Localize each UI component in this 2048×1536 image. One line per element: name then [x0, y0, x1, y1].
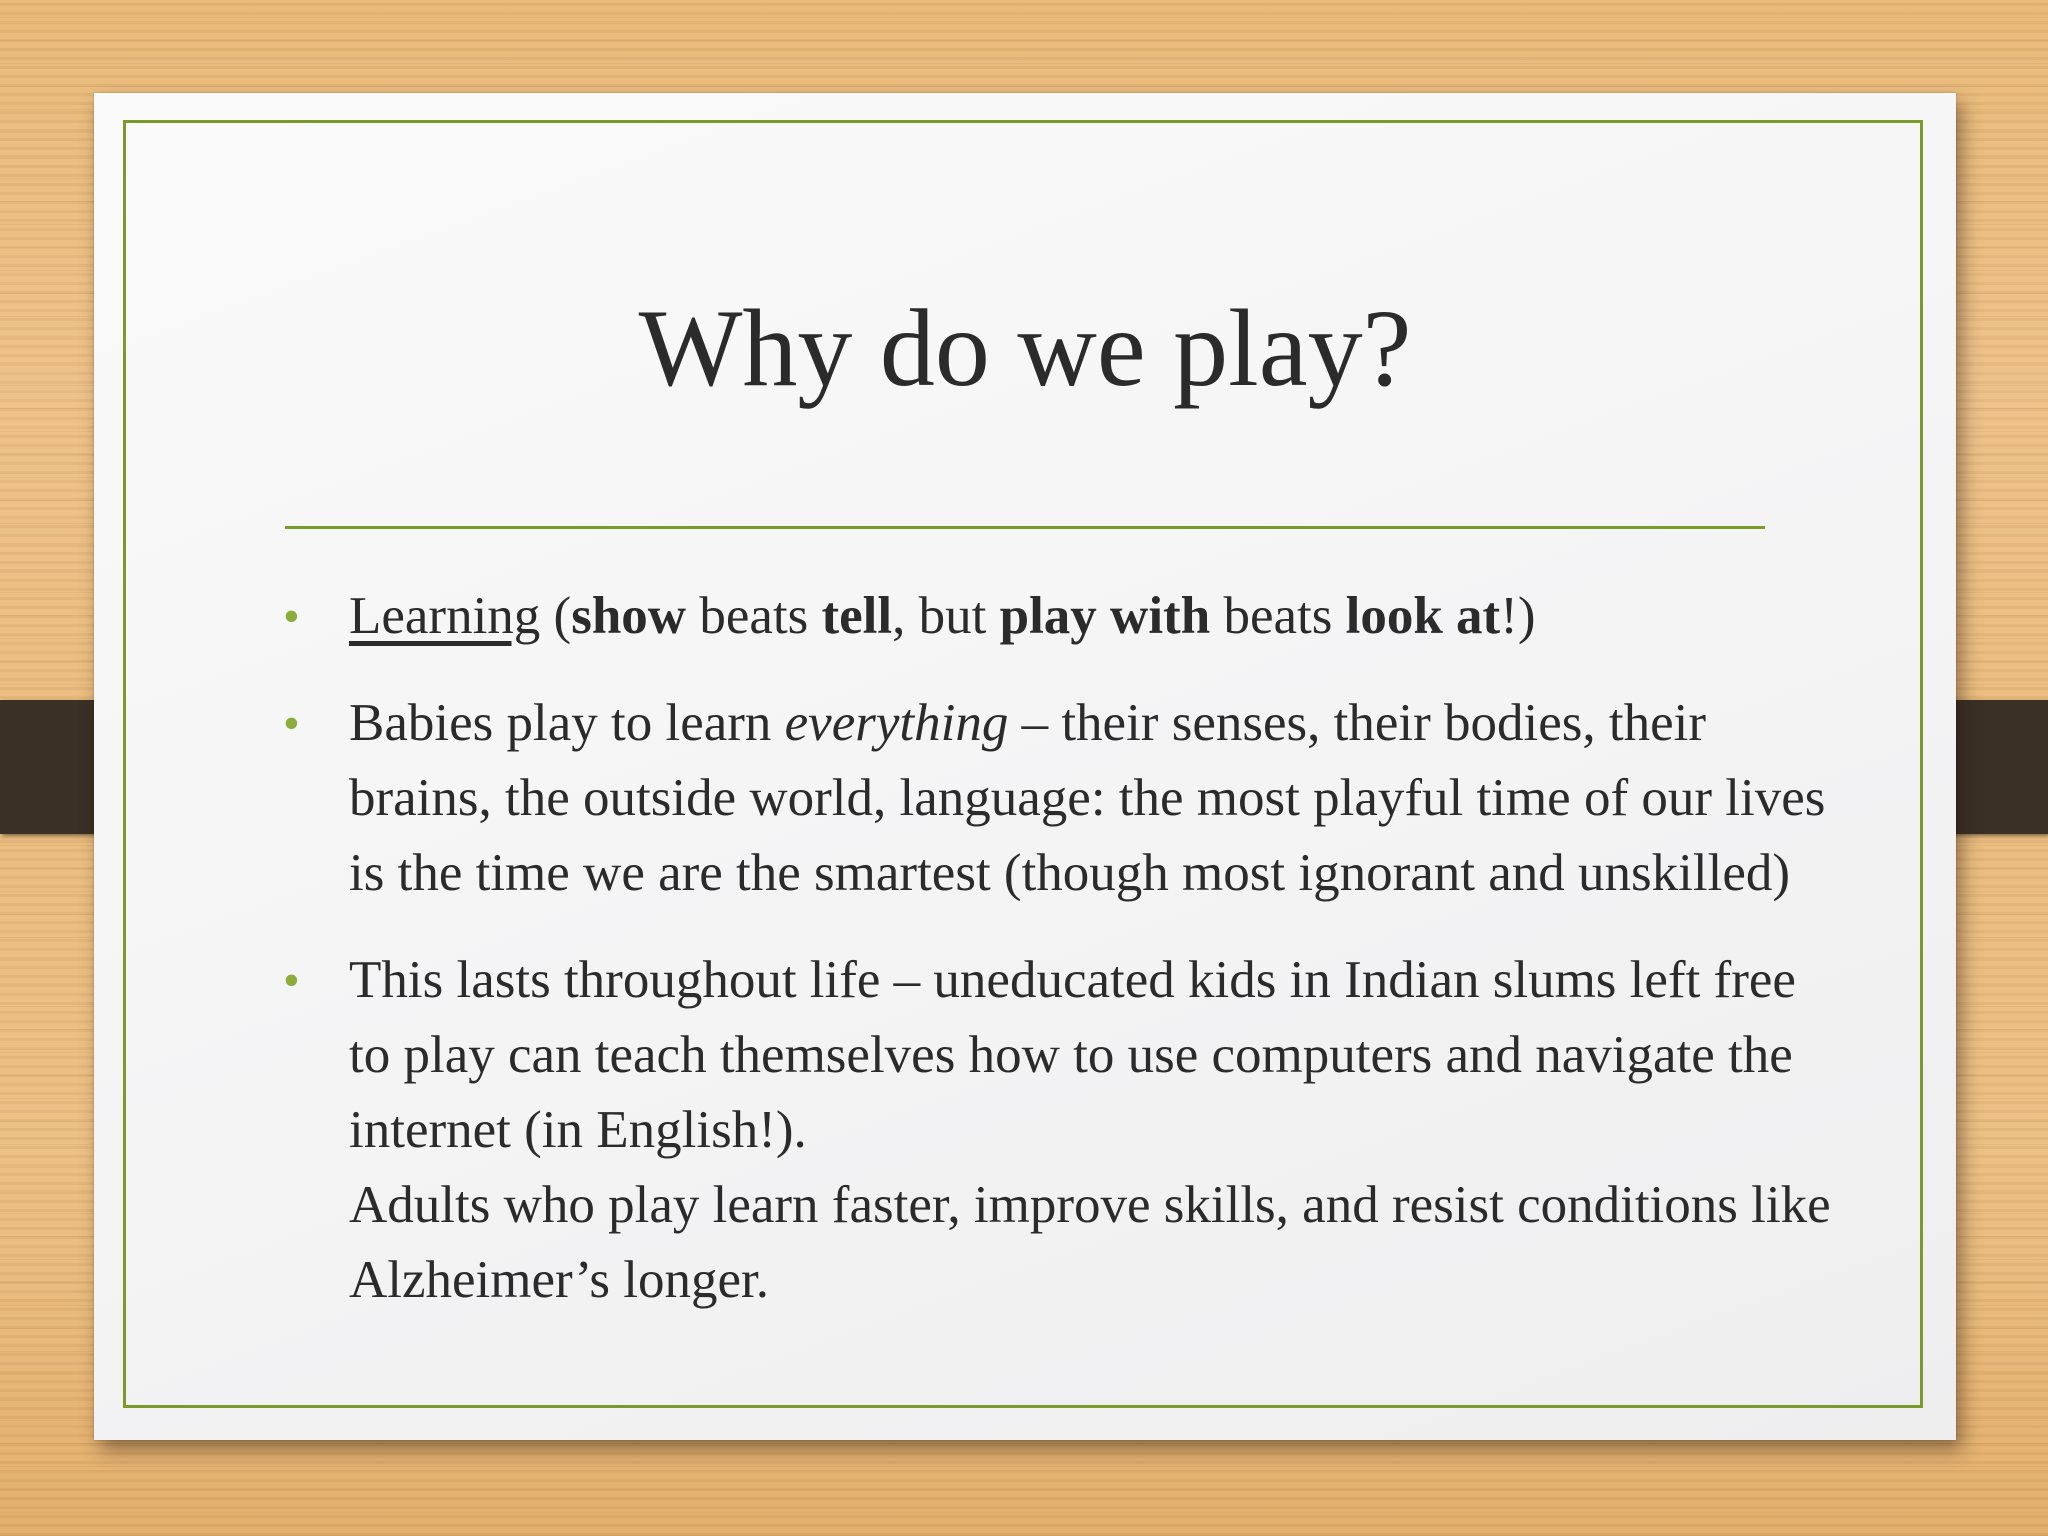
bullet-list — [283, 579, 1839, 1350]
bullet-item-lifelong — [283, 943, 1839, 1318]
text-fragment: !) — [1500, 587, 1536, 645]
text-fragment: Adults who play learn faster, improve skills, and resist conditions like Alzheimer’s longer. — [349, 1176, 1831, 1309]
title-divider — [285, 526, 1765, 529]
text-fragment: , but — [892, 587, 1000, 645]
bullet-dot-icon: • — [283, 954, 300, 1007]
learning-term: Learning — [349, 587, 541, 645]
text-fragment: This lasts throughout life – uneducated kids in Indian slums left free to play can teach themselves how to use computers and navigate the internet (in English!). — [349, 951, 1796, 1159]
text-fragment: ( — [540, 587, 572, 645]
slide-card — [94, 93, 1956, 1440]
text-fragment: – their senses, their bodies, their brains, the outside world, language: the most playful time of our lives is the time we are the smartest (though most ignorant and unskilled) — [349, 694, 1826, 902]
tell-term: tell — [821, 587, 893, 645]
text-fragment: beats — [1210, 587, 1346, 645]
slide-title: Why do we play? — [638, 287, 1412, 409]
text-fragment: Babies play to learn — [349, 694, 785, 752]
bullet-dot-icon: • — [283, 590, 300, 643]
look-at-term: look at — [1345, 587, 1501, 645]
bullet-item-babies — [283, 686, 1839, 911]
text-fragment: beats — [686, 587, 822, 645]
bullet-dot-icon: • — [283, 697, 300, 750]
bullet-item-learning — [283, 579, 1839, 654]
show-term: show — [571, 587, 687, 645]
play-with-term: play with — [999, 587, 1211, 645]
everything-term: everything — [784, 694, 1009, 752]
